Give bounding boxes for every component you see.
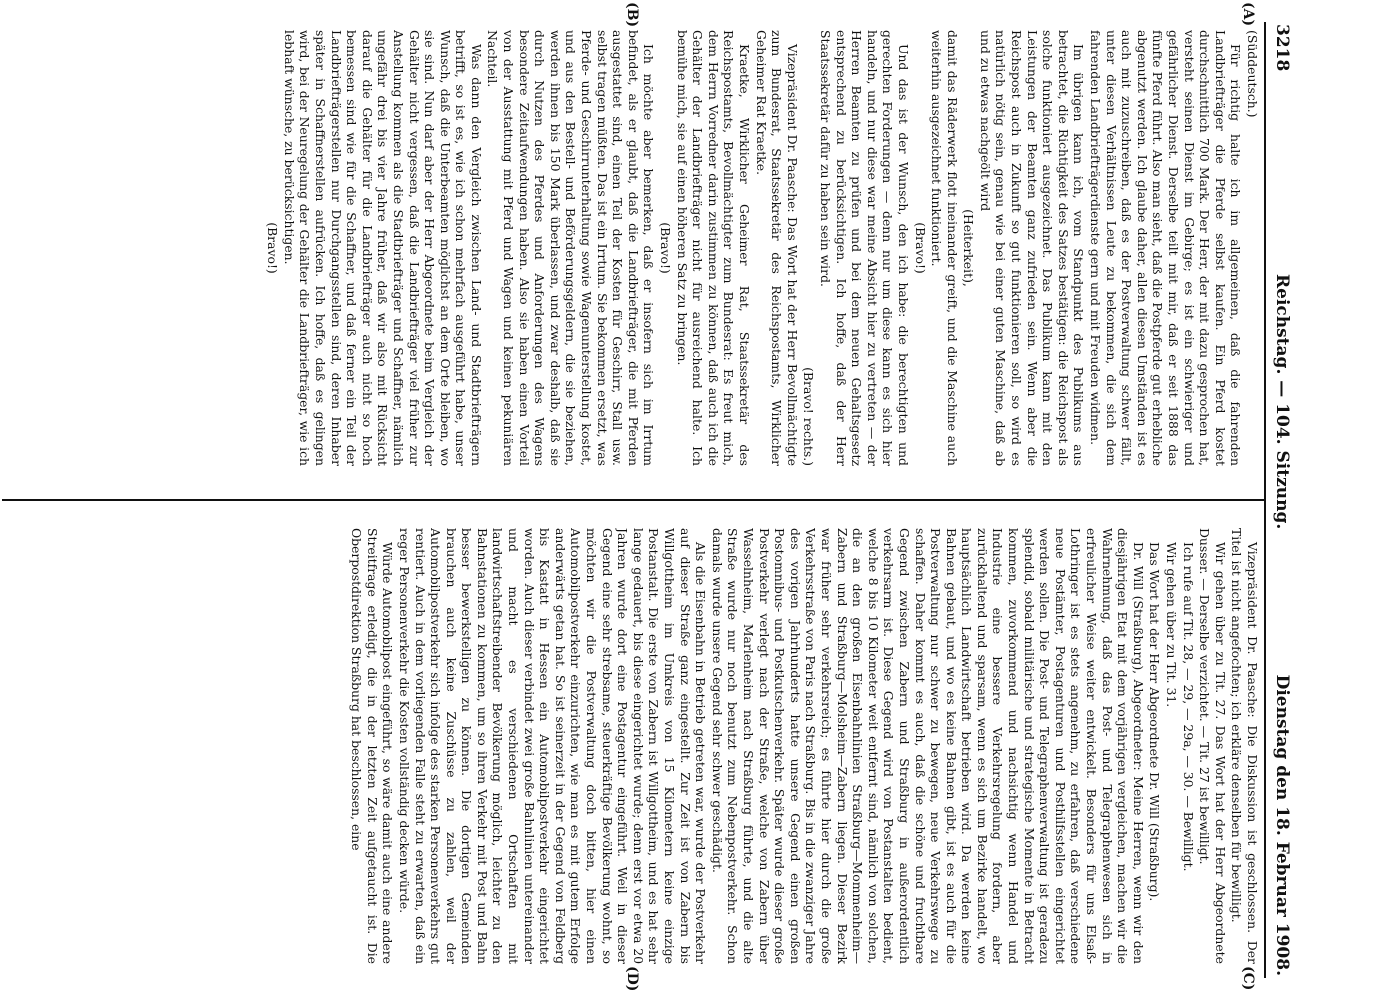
paragraph: Was dann den Vergleich zwischen Land- und Stadtbriefträgern betrifft, so ist es, wie ich schon mehrfach ausgeführt habe, unser Wunsch, daß die Unterbeamten möglichst an dem Orte bleiben, wo sie sind. Nun darf aber der Herr Abgeordnete beim Vergleich der Gehälter nicht vergessen, daß die Landbriefträger viel früher zur Anstellung kommen als die Stadtbriefträger und Schaffner, nämlich ungefähr drei bis vier Jahre früher, daß wir also mit Rücksicht darauf die Gehälter für die Landbriefträger auch nicht so hoch bemessen sind wie für die Schaffner, und daß ferner ein Teil der Landbriefträgerstellen nur Durchgangsstellen sind, deren Inhaber später in Schaffnerstellen aufrücken. Ich hoffe, daß es gelingen wird, bei der Neuregelung der Gehälter die Landbriefträger, wie ich lebhaft wünsche, zu berücksichtigen. <box>281 30 484 466</box>
paragraph: (Bravo! rechts.) <box>801 367 817 466</box>
paragraph: Und das ist der Wunsch, den ich habe: die berechtigten und gerechten Forderungen — denn nur um diese kann es sich hier handeln, und nur diese war meine Absicht hier zu vertreten — der Herren Beamten zu prüfen und bei dem neuen Gehaltsgesetz entsprechend zu berücksichtigen. Ich hoffe, daß der Herr Staatssekretär dafür zu haben sein wird. <box>817 30 911 466</box>
paragraph: (Heiterkeit), <box>961 209 977 287</box>
header-rule <box>1264 22 1266 978</box>
paragraph: Kraetke, Wirklicher Geheimer Rat, Staatssekretär des Reichspostamts, Bevollmächtigter zum Bundesrat: Es freut mich, dem Herrn Vorredner darin zustimmen zu können, daß auch ich die Gehälter der Landbriefträger nicht für ausreichend halte. Ich bemühe mich, sie auf einen höheren Satz zu bringen. <box>674 30 752 466</box>
left-column <box>12 30 1260 466</box>
session-date: Dienstag den 18. Februar 1908. <box>1272 674 1292 976</box>
margin-mark-c: (C) <box>1240 966 1256 991</box>
column-divider <box>2 499 1264 501</box>
margin-mark-a: (A) <box>1240 2 1256 27</box>
paragraph: Vizepräsident Dr. Paasche: Die Diskussion ist geschlossen. Der Titel ist nicht angefochten; ich erkläre denselben für bewilligt. <box>1229 528 1260 964</box>
paragraph: Das Wort hat der Herr Abgeordnete Dr. Will (Straßburg). <box>1147 542 1163 902</box>
paragraph: (Bravo!) <box>658 222 674 274</box>
paragraph: Würde Automobilpost eingeführt, so wäre damit auch eine andere Streitfrage erledigt, die in der letzten Zeit aufgetaucht ist. Die Oberpostdirektion Straßburg hat beschlossen, eine <box>349 528 396 964</box>
paragraph: Vizepräsident Dr. Paasche: Das Wort hat der Herr Bevollmächtigte zum Bundesrat, Staatssekretär des Reichspostamts, Wirklicher Geheimer Rat Kraetke. <box>753 30 800 466</box>
right-column <box>12 528 1260 964</box>
page-header <box>1264 24 1292 976</box>
paragraph: Dr. Will (Straßburg), Abgeordneter: Meine Herren, wenn wir den diesjährigen Etat mit dem vorjährigen vergleichen, machen wir die Wahrnehmung, daß das Post- und Telegraphenwesen sich in erfreulicher Weise weiter entwickelt. Besonders für uns Elsaß-Lothringer ist es stets angenehm, zu erfahren, daß verschiedene neue Postämter, Postagenturen und Posthilfsstellen eingerichtet werden sollen. Die Post- und Telegraphenverwaltung ist geradezu splendid, sobald militärische und strategische Momente in Betracht kommen, zuvorkommend und nachsichtig wenn Handel und Industrie eine bessere Verkehrsregelung fordern, aber zurückhaltend und sparsam, wenn es sich um Bezirke handelt, wo hauptsächlich Landwirtschaft betrieben wird. Da werden keine Bahnen gebaut, und wo es keine Bahnen gibt, ist es auch für die Postverwaltung nur schwer zu bewegen, neue Verkehrswege zu schaffen. Daher kommt es auch, daß die schöne und fruchtbare Gegend zwischen Zabern und Straßburg in außerordentlich verkehrsarm ist. Diese Gegend wird von Postanstalten bedient, welche 8 bis 10 Kilometer weit entfernt sind, nämlich von solchen, die an den großen Eisenbahnlinien Straßburg—Mommenheim—Zabern und Straßburg—Molsheim—Zabern liegen. Dieser Bezirk war früher sehr verkehrsreich; es führte hier durch die große Verkehrsstraße von Paris nach Straßburg. Bis in die zwanziger Jahre des vorigen Jahrhunderts hatte unsere Gegend einen großen Postomnibus- und Postkutschenverkehr. Später wurde dieser große Postverkehr verlegt nach der Straße, welche von Zabern über Wasselnheim, Marlenheim nach Straßburg führte, und die alte Straße wurde nur noch benutzt zum Nebenpostverkehr. Schon damals wurde unsere Gegend sehr schwer geschädigt. <box>709 528 1146 964</box>
page-title: Reichstag. — 104. Sitzung. <box>1272 274 1292 530</box>
paragraph: (Bravo!) <box>265 222 281 274</box>
paragraph: Wir gehen über zu Tit. 31. <box>1164 542 1180 708</box>
paragraph: Ich möchte aber bemerken, daß er insofern sich im Irrtum befindet, als er glaubt, daß die Landbriefträger, die mit Pferden ausgestattet sind, einen Teil der Kosten für Geschirr, Stall usw. selbst tragen müßten. Das ist ein Irrtum. Sie bekommen ersetzt, was Pferde- und Geschirrunterhaltung sowie Wagenunterstellung kostet, und aus den Bestell- und Beförderungsgeldern, die sie beziehen, werden ihnen bis 150 Mark überlassen, und zwar deshalb, daß sie durch Nutzen des Pferdes und Anforderungen des Wagens besondere Zeitaufwendungen haben. Also sie haben einen Vorteil von der Ausstattung mit Pferd und Wagen und keinen pekuniären Nachteil. <box>485 30 657 466</box>
paragraph: (Süddeutsch.) <box>1245 30 1260 118</box>
paragraph: Für richtig halte ich im allgemeinen, daß die fahrenden Landbriefträger die Pferde selbst kaufen. Ein Pferd kostet durchschnittlich 700 Mark. Der Herr, der mit dazu gesprochen hat, versteht seinen Dienst im Gebirge; es ist ein schwieriger und gefährlicher Dienst. Derselbe teilt mit mir, daß er seit 1888 das fünfte Pferd führt. Also man sieht, daß die Postpferde gut erhebliche abgenutzt werden. Ich glaube daher, allen diesen Umständen ist es auch mit zuzuschreiben, daß es der Postverwaltung schwer fällt, unter diesen Verhältnissen Leute zu bekommen, die sich dem fahrenden Landbriefträgerdienste gern und mit Freuden widmen. <box>1088 30 1244 466</box>
margin-mark-d: (D) <box>624 966 640 992</box>
margin-mark-b: (B) <box>624 2 640 28</box>
page-number: 3218 <box>1272 24 1292 72</box>
paragraph: damit das Räderwerk flott ineinander greift, und die Maschine auch weiterhin ausgezeichnet funktioniert. <box>929 30 960 466</box>
paragraph: Ich rufe auf Tit. 28, — 29, — 29a, — 30. — Bewilligt. <box>1180 542 1196 872</box>
paragraph: Im übrigen kann ich, vom Standpunkt des Publikums aus betrachtet, die Richtigkeit des Satzes bestätigen: die Reichspost als solche funktioniert ausgezeichnet. Das Publikum kann mit den Leistungen der Beamten ganz zufrieden sein. Wenn aber die Reichspost auch in Zukunft so gut funktionieren soll, so wird es natürlich nötig sein, genau wie bei einer guten Maschine, daß ab und zu etwas nachgeölt wird <box>977 30 1087 466</box>
paragraph: Wir gehen über zu Tit. 27. Das Wort hat der Herr Abgeordnete Dusser. — Derselbe verzichtet. — Tit. 27 ist bewilligt. <box>1197 528 1228 964</box>
paragraph: Als die Eisenbahn in Betrieb getreten war, wurde der Postverkehr auf dieser Straße ganz eingestellt. Zur Zeit ist von Zabern bis Willgottheim im Umkreis von 15 Kilometern keine einzige Postanstalt. Die erste von Zabern ist Willgottheim, und es hat sehr lange gedauert, bis diese eingerichtet wurde; denn erst vor etwa 20 Jahren wurde dort eine Postagentur eingeführt. Weil in dieser Gegend eine sehr strebsame, steuerkräftige Bevölkerung wohnt, so möchten wir die Postverwaltung doch bitten, hier einen Automobilpostverkehr einzurichten, wie man es mit gutem Erfolge anderwärts getan hat. So ist seinerzeit in der Gegend von Feldberg bis Kastatt in Hessen ein Automobilpostverkehr eingerichtet worden. Auch dieser verbindet zwei große Bahnlinien untereinander und macht es verschiedenen Ortschaften mit landwirtschaftstreibender Bevölkerung möglich, leichter zu den Bahnstationen zu kommen, um so ihren Verkehr mit Post und Bahn besser bewerkstelligen zu können. Die dortigen Gemeinden brauchen auch keine Zuschüsse zu zahlen, weil der Automobilpostverkehr sich infolge des starken Personenverkehrs gut rentiert. Auch in dem vorliegenden Falle steht zu erwarten, daß ein reger Personenverkehr die Kosten vollständig decken würde. <box>396 528 709 964</box>
paragraph: (Bravo!) <box>912 222 928 274</box>
